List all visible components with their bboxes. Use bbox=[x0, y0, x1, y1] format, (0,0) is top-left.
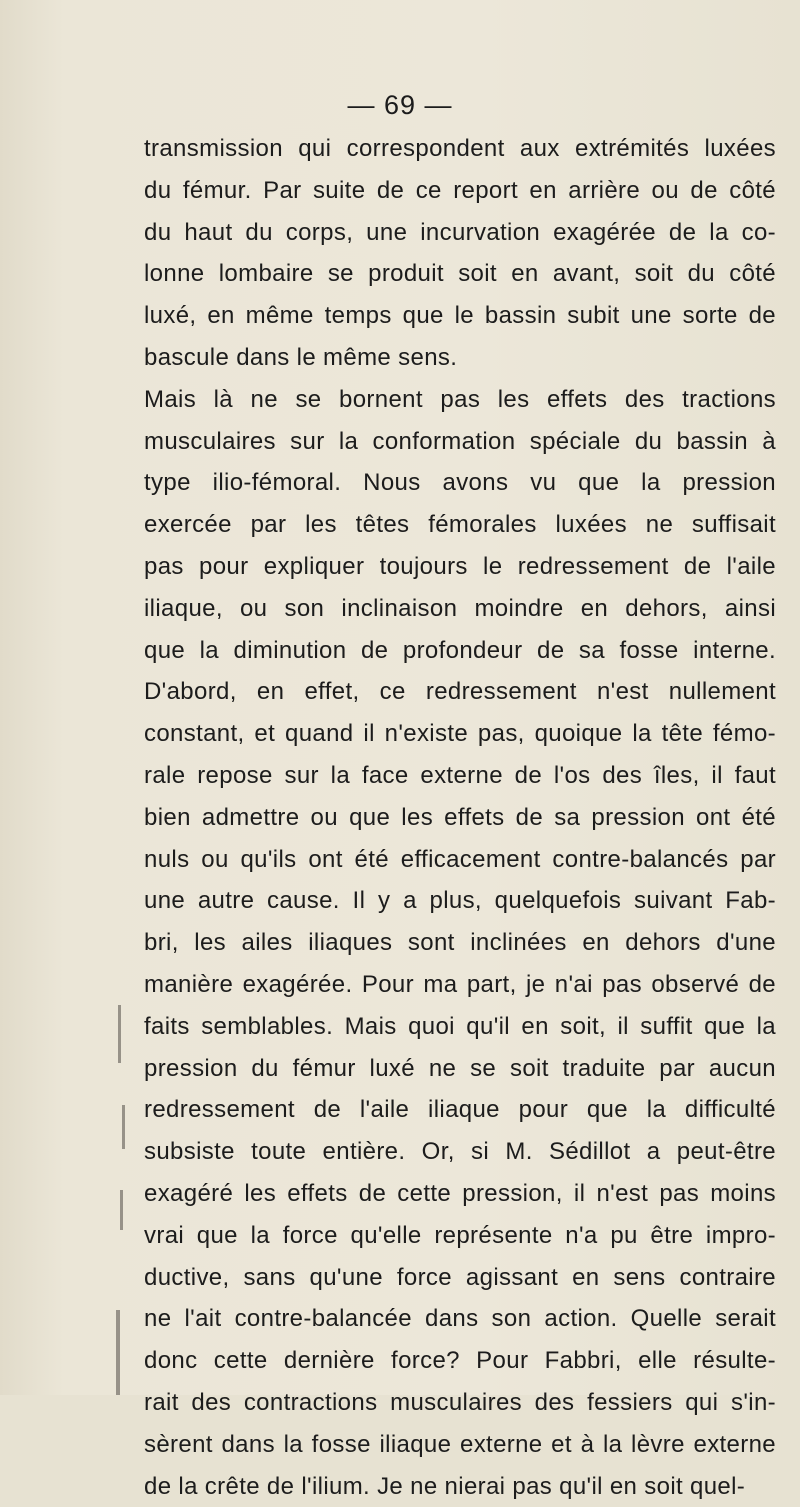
text-line: pas pour expliquer toujours le redressement de l'aile bbox=[144, 546, 776, 588]
text-line: bien admettre ou que les effets de sa pression ont été bbox=[144, 797, 776, 839]
text-line: une autre cause. Il y a plus, quelquefois suivant Fab- bbox=[144, 880, 776, 922]
text-line: sèrent dans la fosse iliaque externe et à la lèvre externe bbox=[144, 1424, 776, 1466]
text-line: nuls ou qu'ils ont été efficacement contre-balancés par bbox=[144, 839, 776, 881]
text-line: iliaque, ou son inclinaison moindre en dehors, ainsi bbox=[144, 588, 776, 630]
text-line: subsiste toute entière. Or, si M. Sédillot a peut-être bbox=[144, 1131, 776, 1173]
text-line: du fémur. Par suite de ce report en arrière ou de côté bbox=[144, 170, 776, 212]
text-line: bri, les ailes iliaques sont inclinées en dehors d'une bbox=[144, 922, 776, 964]
text-line: pression du fémur luxé ne se soit traduite par aucun bbox=[144, 1048, 776, 1090]
margin-mark bbox=[118, 1005, 121, 1063]
page-number: — 69 — bbox=[0, 90, 800, 121]
margin-mark bbox=[116, 1310, 120, 1395]
text-line: transmission qui correspondent aux extrémités luxées bbox=[144, 128, 776, 170]
text-line: vrai que la force qu'elle représente n'a pu être impro- bbox=[144, 1215, 776, 1257]
text-line: faits semblables. Mais quoi qu'il en soit, il suffit que la bbox=[144, 1006, 776, 1048]
text-line: type ilio-fémoral. Nous avons vu que la pression bbox=[144, 462, 776, 504]
text-line: exagéré les effets de cette pression, il n'est pas moins bbox=[144, 1173, 776, 1215]
margin-mark bbox=[122, 1105, 125, 1149]
text-line: bascule dans le même sens. bbox=[144, 337, 776, 379]
text-line: du haut du corps, une incurvation exagérée de la co- bbox=[144, 212, 776, 254]
body-text bbox=[144, 128, 776, 1507]
text-line: que la diminution de profondeur de sa fosse interne. bbox=[144, 630, 776, 672]
text-line: exercée par les têtes fémorales luxées ne suffisait bbox=[144, 504, 776, 546]
text-line: constant, et quand il n'existe pas, quoique la tête fémo- bbox=[144, 713, 776, 755]
text-line: donc cette dernière force? Pour Fabbri, elle résulte- bbox=[144, 1340, 776, 1382]
text-line: luxé, en même temps que le bassin subit une sorte de bbox=[144, 295, 776, 337]
text-line: musculaires sur la conformation spéciale du bassin à bbox=[144, 421, 776, 463]
text-line: redressement de l'aile iliaque pour que la difficulté bbox=[144, 1089, 776, 1131]
text-line: manière exagérée. Pour ma part, je n'ai pas observé de bbox=[144, 964, 776, 1006]
text-line: ne l'ait contre-balancée dans son action. Quelle serait bbox=[144, 1298, 776, 1340]
text-line: de la crête de l'ilium. Je ne nierai pas qu'il en soit quel- bbox=[144, 1466, 776, 1507]
text-line: lonne lombaire se produit soit en avant, soit du côté bbox=[144, 253, 776, 295]
text-line: rait des contractions musculaires des fessiers qui s'in- bbox=[144, 1382, 776, 1424]
text-line: ductive, sans qu'une force agissant en sens contraire bbox=[144, 1257, 776, 1299]
text-line: rale repose sur la face externe de l'os des îles, il faut bbox=[144, 755, 776, 797]
text-line: D'abord, en effet, ce redressement n'est nullement bbox=[144, 671, 776, 713]
text-line: Mais là ne se bornent pas les effets des tractions bbox=[144, 379, 776, 421]
margin-mark bbox=[120, 1190, 123, 1230]
